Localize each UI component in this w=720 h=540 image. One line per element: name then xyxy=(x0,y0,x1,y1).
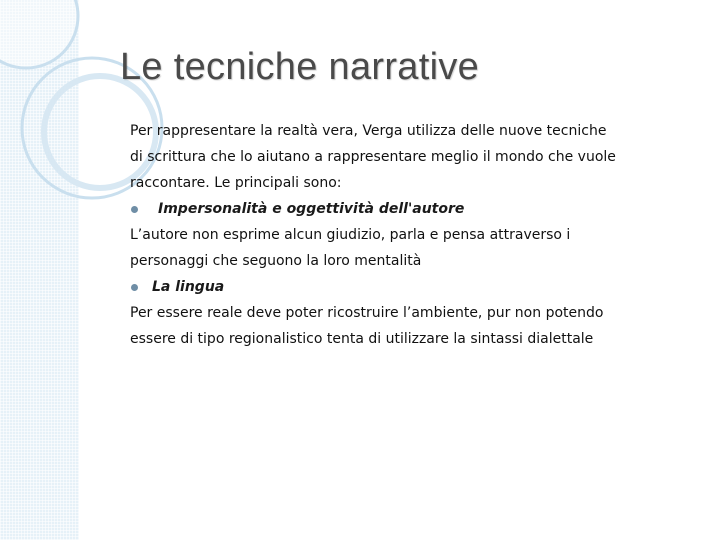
bullet-icon xyxy=(131,284,138,291)
intro-line: raccontare. Le principali sono: xyxy=(130,175,342,191)
slide-title: Le tecniche narrative xyxy=(120,46,480,88)
point-text-line: essere di tipo regionalistico tenta di utilizzare la sintassi dialettale xyxy=(130,331,594,347)
bullet-heading: La lingua xyxy=(152,279,225,295)
point-text-line: personaggi che seguono la loro mentalità xyxy=(130,253,422,269)
bullet-point xyxy=(130,274,690,300)
point-text-line: Per essere reale deve poter ricostruire l’ambiente, pur non potendo xyxy=(130,305,604,321)
bullet-icon xyxy=(131,206,138,213)
slide-body xyxy=(130,118,690,352)
point-text-line: L’autore non esprime alcun giudizio, parla e pensa attraverso i xyxy=(130,227,571,243)
bullet-heading: Impersonalità e oggettività dell'autore xyxy=(158,201,465,217)
bullet-point xyxy=(130,196,690,222)
intro-line: di scrittura che lo aiutano a rappresentare meglio il mondo che vuole xyxy=(130,149,616,165)
intro-line: Per rappresentare la realtà vera, Verga utilizza delle nuove tecniche xyxy=(130,123,607,139)
